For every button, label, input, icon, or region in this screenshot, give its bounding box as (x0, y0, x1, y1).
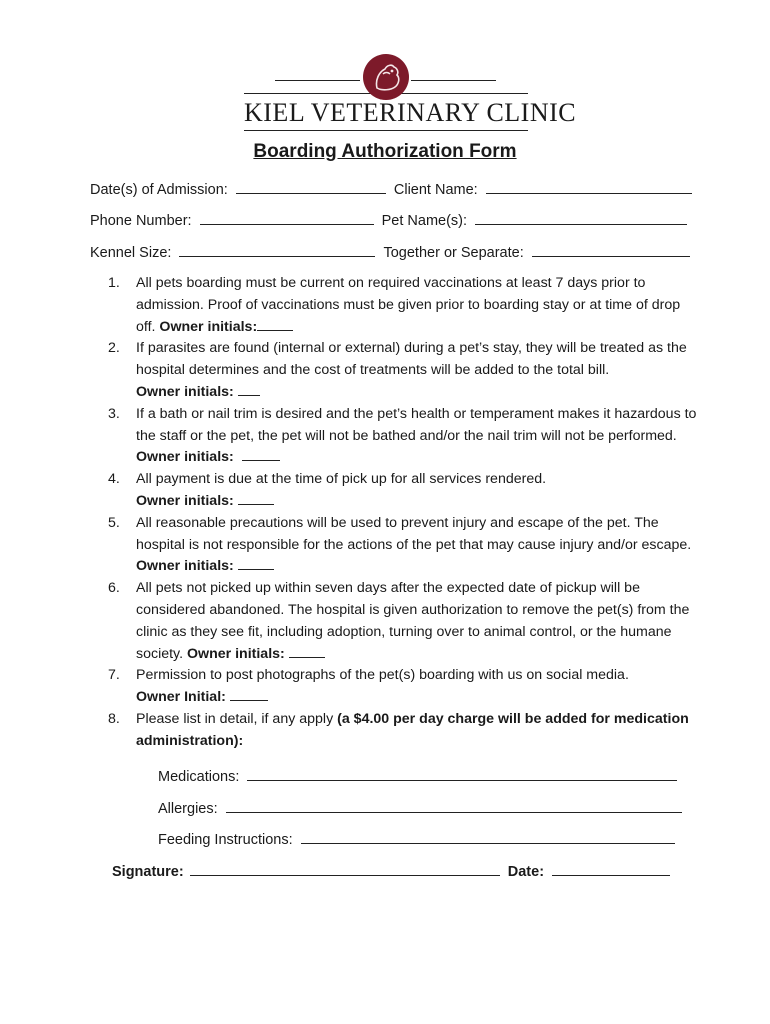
pet-label: Pet Name(s): (381, 213, 468, 229)
initials-field[interactable] (238, 556, 274, 570)
feeding-instructions-field[interactable] (301, 830, 675, 844)
clinic-name: KIEL VETERINARY CLINIC (244, 98, 577, 127)
client-name-field[interactable] (486, 180, 692, 194)
item-text: Please list in detail, if any apply (136, 710, 334, 727)
logo-line-left (275, 80, 360, 81)
field-row-kennel (90, 243, 690, 261)
form-title: Boarding Authorization Form (253, 141, 517, 162)
initials-label: Owner initials: (136, 449, 234, 466)
initials-field[interactable] (230, 687, 268, 701)
initials-field[interactable] (242, 447, 280, 461)
item-text: All reasonable precautions will be used to prevent injury and escape of the pet. The hospital is not responsible for the actions of the pet that may cause injury and/or escape. (136, 514, 692, 553)
item-text: If parasites are found (internal or external) during a pet’s stay, they will be treated as the hospital determines and the cost of treatments will be added to the total bill. (136, 340, 687, 379)
initials-label: Owner initials: (136, 558, 234, 575)
together-separate-field[interactable] (532, 243, 690, 257)
list-item (108, 578, 698, 665)
list-item (108, 404, 698, 469)
item-text: All pets boarding must be current on required vaccinations at least 7 days prior to admission. Proof of vaccinations must be given prior to boarding stay or at time of drop off. (136, 275, 681, 335)
logo-rule-bottom (244, 130, 528, 131)
list-item (108, 513, 698, 578)
initials-field[interactable] (238, 491, 274, 505)
admission-label: Date(s) of Admission: (90, 182, 228, 198)
medications-field[interactable] (247, 767, 677, 781)
initials-label: Owner initials: (187, 645, 285, 662)
signature-row (112, 862, 670, 880)
clinic-logo-icon (363, 54, 409, 100)
medication-charge-note: (a $4.00 per day charge will be added for medication administration): (136, 710, 689, 749)
signature-field[interactable] (190, 862, 500, 876)
initials-field[interactable] (257, 317, 293, 331)
clinic-header (0, 0, 770, 140)
item-number: 4. (108, 471, 120, 488)
item-number: 6. (108, 580, 120, 597)
logo-line-right (411, 80, 496, 81)
list-item (108, 338, 698, 403)
item-number: 5. (108, 514, 120, 531)
list-item (108, 709, 698, 753)
date-field[interactable] (552, 862, 670, 876)
initials-label: Owner Initial: (136, 689, 226, 706)
medications-row (158, 767, 677, 785)
list-item (108, 665, 698, 709)
item-number: 2. (108, 340, 120, 357)
item-number: 1. (108, 275, 120, 291)
field-row-admission (90, 180, 692, 198)
initials-label: Owner initials: (136, 492, 234, 509)
medications-label: Medications: (158, 769, 240, 785)
item-text: All pets not picked up within seven days after the expected date of pickup will be considered abandoned. The hospital is given authorization to remove the pet(s) from the clinic as they see fit, including adoption, turning over to animal control, or the humane society. (136, 580, 690, 662)
item-number: 7. (108, 667, 120, 684)
item-text: Permission to post photographs of the pet(s) boarding with us on social media. (136, 667, 629, 684)
kennel-label: Kennel Size: (90, 245, 172, 261)
phone-field[interactable] (200, 211, 374, 225)
feeding-label: Feeding Instructions: (158, 832, 293, 848)
together-label: Together or Separate: (383, 245, 524, 261)
admission-field[interactable] (236, 180, 386, 194)
allergies-label: Allergies: (158, 801, 218, 817)
field-row-phone (90, 211, 687, 229)
phone-label: Phone Number: (90, 213, 192, 229)
date-label: Date: (507, 864, 545, 880)
allergies-field[interactable] (226, 799, 682, 813)
list-item (108, 469, 698, 513)
signature-label: Signature: (112, 864, 184, 880)
pet-name-field[interactable] (475, 211, 687, 225)
item-number: 8. (108, 710, 120, 727)
client-label: Client Name: (393, 182, 478, 198)
item-text: If a bath or nail trim is desired and the pet’s health or temperament makes it hazardous to the staff or the pet, the pet will not be bathed and/or the nail trim will not be performed. (136, 405, 697, 444)
policy-list (108, 273, 698, 753)
feeding-row (158, 830, 675, 848)
item-number: 3. (108, 405, 120, 422)
initials-label: Owner initials: (136, 383, 234, 400)
kennel-size-field[interactable] (179, 243, 375, 257)
item-text: All payment is due at the time of pick up for all services rendered. (136, 471, 547, 488)
initials-label: Owner initials: (159, 318, 258, 335)
allergies-row (158, 799, 682, 817)
initials-field[interactable] (238, 382, 260, 396)
initials-field[interactable] (289, 644, 325, 658)
list-item (108, 273, 698, 338)
